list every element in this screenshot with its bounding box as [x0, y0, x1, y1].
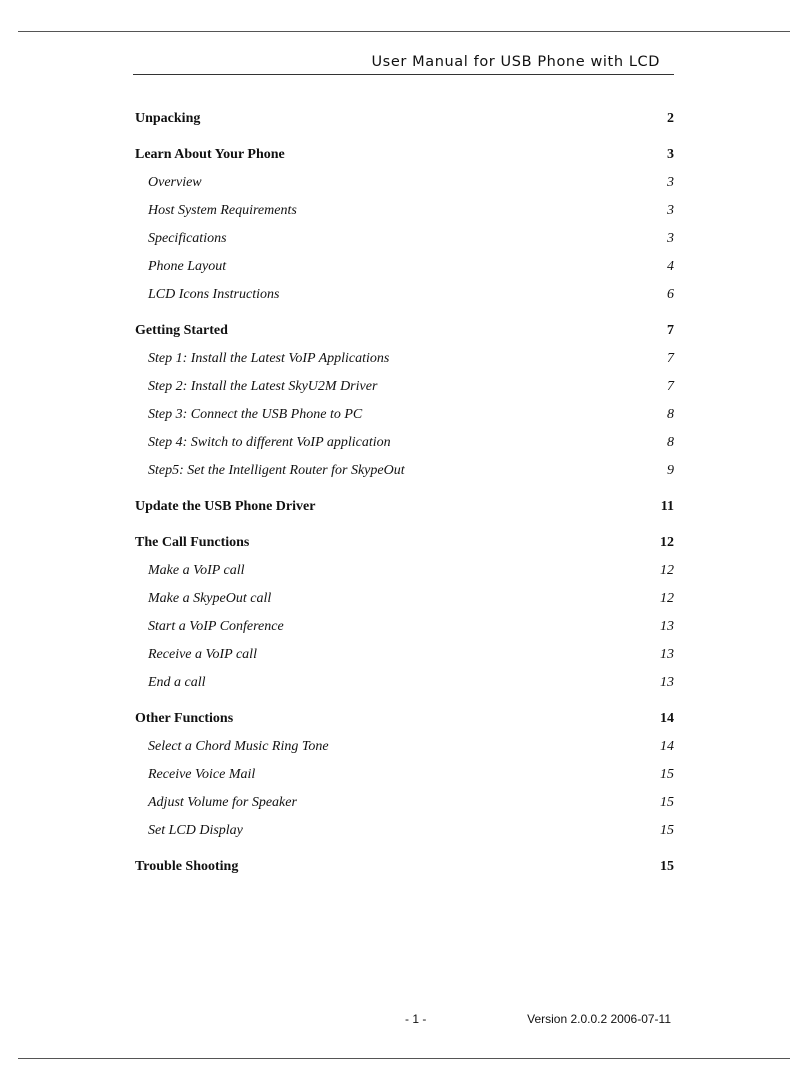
toc-entry-page-number: 9 [667, 463, 674, 478]
toc-section-entry[interactable] [135, 321, 674, 341]
toc-subsection-entry[interactable] [135, 433, 674, 453]
toc-subsection-entry[interactable] [135, 229, 674, 249]
toc-entry-label: Getting Started [135, 323, 228, 338]
toc-section-entry[interactable] [135, 533, 674, 553]
toc-entry-label: Overview [148, 175, 202, 190]
toc-entry-label: Receive Voice Mail [148, 767, 256, 782]
toc-section-entry[interactable] [135, 857, 674, 877]
toc-entry-page-number: 3 [667, 147, 674, 162]
toc-entry-label: Make a VoIP call [148, 563, 245, 578]
page-header-title: User Manual for USB Phone with LCD [371, 54, 660, 70]
toc-entry-label: Step 4: Switch to different VoIP application [148, 435, 391, 450]
toc-entry-label: Update the USB Phone Driver [135, 499, 316, 514]
toc-subsection-entry[interactable] [135, 461, 674, 481]
toc-entry-page-number: 3 [667, 175, 674, 190]
toc-entry-page-number: 14 [660, 739, 674, 754]
toc-subsection-entry[interactable] [135, 765, 674, 785]
toc-entry-page-number: 12 [660, 591, 674, 606]
toc-subsection-entry[interactable] [135, 673, 674, 693]
toc-entry-label: Make a SkypeOut call [148, 591, 272, 606]
toc-entry-page-number: 7 [667, 351, 674, 366]
toc-entry-label: Learn About Your Phone [135, 147, 285, 162]
footer-version-info: Version 2.0.0.2 2006-07-11 [527, 1012, 671, 1026]
toc-entry-page-number: 13 [660, 675, 674, 690]
toc-subsection-entry[interactable] [135, 617, 674, 637]
footer-page-number: - 1 - [405, 1012, 427, 1026]
toc-entry-label: LCD Icons Instructions [148, 287, 280, 302]
toc-entry-page-number: 8 [667, 407, 674, 422]
toc-entry-label: The Call Functions [135, 535, 250, 550]
toc-entry-page-number: 7 [667, 379, 674, 394]
toc-entry-page-number: 15 [660, 795, 674, 810]
toc-entry-page-number: 2 [667, 111, 674, 126]
toc-section-entry[interactable] [135, 145, 674, 165]
toc-subsection-entry[interactable] [135, 173, 674, 193]
toc-entry-label: Adjust Volume for Speaker [148, 795, 297, 810]
toc-entry-page-number: 7 [667, 323, 674, 338]
toc-entry-label: Set LCD Display [148, 823, 243, 838]
toc-entry-label: Select a Chord Music Ring Tone [148, 739, 329, 754]
toc-entry-page-number: 15 [660, 859, 674, 874]
toc-entry-page-number: 15 [660, 767, 674, 782]
toc-entry-label: Other Functions [135, 711, 234, 726]
toc-entry-label: Step 1: Install the Latest VoIP Applications [148, 351, 390, 366]
toc-entry-label: Step5: Set the Intelligent Router for SkypeOut [148, 463, 405, 478]
toc-subsection-entry[interactable] [135, 285, 674, 305]
toc-entry-label: Unpacking [135, 111, 201, 126]
toc-entry-page-number: 12 [660, 535, 674, 550]
toc-entry-page-number: 11 [660, 499, 674, 514]
toc-entry-page-number: 3 [667, 231, 674, 246]
toc-section-entry[interactable] [135, 497, 674, 517]
toc-entry-page-number: 3 [667, 203, 674, 218]
toc-entry-page-number: 14 [660, 711, 674, 726]
toc-entry-label: Specifications [148, 231, 227, 246]
toc-subsection-entry[interactable] [135, 561, 674, 581]
bottom-border-line [18, 1058, 790, 1059]
toc-entry-page-number: 12 [660, 563, 674, 578]
toc-entry-label: Step 3: Connect the USB Phone to PC [148, 407, 363, 422]
toc-section-entry[interactable] [135, 709, 674, 729]
toc-entry-page-number: 15 [660, 823, 674, 838]
toc-entry-label: End a call [148, 675, 206, 690]
toc-subsection-entry[interactable] [135, 737, 674, 757]
toc-entry-label: Receive a VoIP call [148, 647, 257, 662]
toc-subsection-entry[interactable] [135, 257, 674, 277]
toc-subsection-entry[interactable] [135, 793, 674, 813]
toc-subsection-entry[interactable] [135, 377, 674, 397]
toc-entry-label: Start a VoIP Conference [148, 619, 284, 634]
toc-section-entry[interactable] [135, 109, 674, 129]
toc-subsection-entry[interactable] [135, 645, 674, 665]
toc-entry-label: Phone Layout [148, 259, 227, 274]
toc-subsection-entry[interactable] [135, 349, 674, 369]
toc-subsection-entry[interactable] [135, 201, 674, 221]
toc-entry-label: Host System Requirements [148, 203, 297, 218]
toc-entry-page-number: 4 [667, 259, 674, 274]
toc-entry-page-number: 6 [667, 287, 674, 302]
toc-subsection-entry[interactable] [135, 405, 674, 425]
toc-entry-page-number: 8 [667, 435, 674, 450]
toc-entry-label: Step 2: Install the Latest SkyU2M Driver [148, 379, 378, 394]
toc-entry-label: Trouble Shooting [135, 859, 239, 874]
toc-entry-page-number: 13 [660, 647, 674, 662]
toc-subsection-entry[interactable] [135, 821, 674, 841]
toc-entry-page-number: 13 [660, 619, 674, 634]
toc-subsection-entry[interactable] [135, 589, 674, 609]
